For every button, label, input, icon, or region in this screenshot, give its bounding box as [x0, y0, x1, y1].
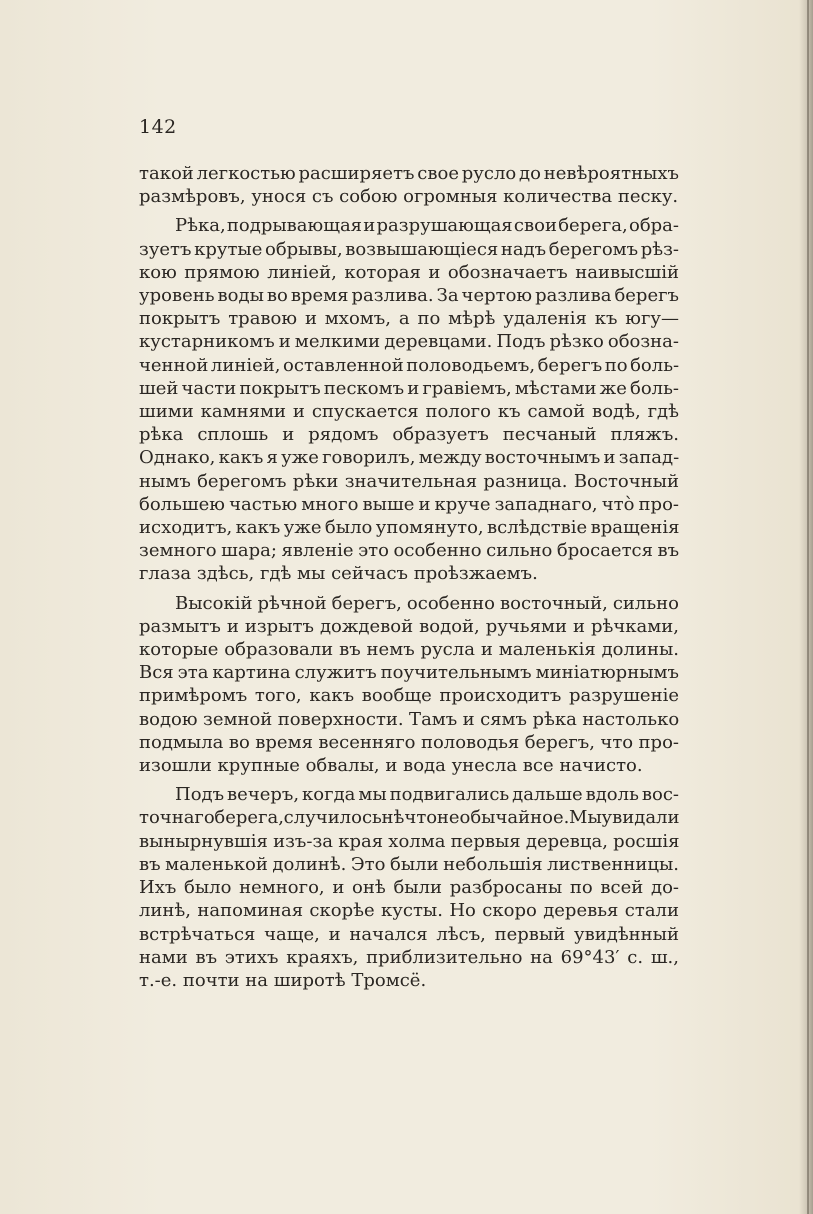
text-line: Однако, какъ я уже говорилъ, между восточнымъ и запад- — [139, 447, 680, 469]
text-line: кустарникомъ и мелкими деревцами. Подъ рѣзко обозна- — [139, 331, 679, 353]
text-line: Вся эта картина служитъ поучительнымъ миніатюрнымъ — [139, 662, 679, 684]
text-line: нымъ берегомъ рѣки значительная разница. Восточный — [139, 470, 679, 492]
text-line: примѣромъ того, какъ вообще происходитъ разрушеніе — [139, 685, 679, 707]
paragraph-2 — [139, 214, 679, 585]
text-line: линѣ, напоминая скорѣе кусты. Но скоро деревья стали — [139, 900, 679, 922]
paragraph-1 — [139, 162, 679, 208]
text-line: исходитъ, какъ уже было упомянуто, вслѣдствіе вращенія — [139, 517, 680, 539]
text-line: встрѣчаться чаще, и начался лѣсъ, первый увидѣнный — [139, 923, 679, 945]
text-line: нами въ этихъ краяхъ, приблизительно на 69°43′ с. ш., — [139, 946, 679, 968]
text-line: шими камнями и спускается полого къ самой водѣ, гдѣ — [139, 401, 679, 423]
paragraph-3 — [139, 592, 679, 778]
text-line: большею частью много выше и круче западнаго, что̀ про- — [139, 493, 679, 515]
text-line: кою прямою линіей, которая и обозначаетъ наивысшій — [139, 261, 679, 283]
text-line: размѣровъ, унося съ собою огромныя количества песку. — [139, 186, 679, 208]
text-line: водою земной поверхности. Тамъ и сямъ рѣка настолько — [139, 708, 680, 730]
text-line: Рѣка, подрывающая и разрушающая свои берега, обра- — [175, 215, 679, 237]
text-line: зуетъ крутые обрывы, возвышающіеся надъ берегомъ рѣз- — [139, 238, 679, 260]
text-line: ченной линіей, оставленной половодьемъ, берегъ по боль- — [139, 354, 680, 376]
text-line: вынырнувшія изъ-за края холма первыя деревца, росшія — [139, 830, 680, 852]
text-line: земного шара; явленіе это особенно сильно бросается въ — [139, 540, 680, 562]
text-line: въ маленькой долинѣ. Это были небольшія лиственницы. — [139, 853, 679, 875]
text-line: т.-е. почти на широтѣ Тромсё. — [139, 969, 427, 991]
body-text — [139, 162, 679, 998]
text-line: размытъ и изрытъ дождевой водой, ручьями и рѣчками, — [139, 615, 679, 637]
paragraph-4 — [139, 783, 679, 992]
text-line: которые образовали въ немъ русла и маленькія долины. — [139, 639, 679, 661]
page-edge-line — [807, 0, 809, 1214]
text-line: точнаго берега, случилось нѣчто необычайное. Мы увидали — [139, 807, 680, 829]
text-line: изошли крупные обвалы, и вода унесла все начисто. — [139, 755, 643, 777]
text-line: глаза здѣсь, гдѣ мы сейчасъ проѣзжаемъ. — [139, 563, 538, 585]
text-line: подмыла во время весенняго половодья берегъ, что про- — [139, 731, 679, 753]
page-number: 142 — [139, 116, 177, 138]
text-line: Подъ вечеръ, когда мы подвигались дальше вдоль вос- — [175, 784, 679, 806]
text-line: уровень воды во время разлива. За чертою разлива берегъ — [139, 285, 679, 307]
text-line: такой легкостью расширяетъ свое русло до невѣроятныхъ — [139, 163, 679, 184]
text-line: Высокій рѣчной берегъ, особенно восточный, сильно — [175, 592, 679, 614]
text-line: рѣка сплошь и рядомъ образуетъ песчаный пляжъ. — [139, 424, 679, 446]
text-line: покрытъ травою и мхомъ, а по мѣрѣ удаленія къ югу— — [139, 308, 679, 330]
text-line: Ихъ было немного, и онѣ были разбросаны по всей до- — [139, 877, 679, 899]
page-edge-shadow — [799, 0, 813, 1214]
text-line: шей части покрытъ пескомъ и гравіемъ, мѣстами же боль- — [139, 377, 679, 399]
